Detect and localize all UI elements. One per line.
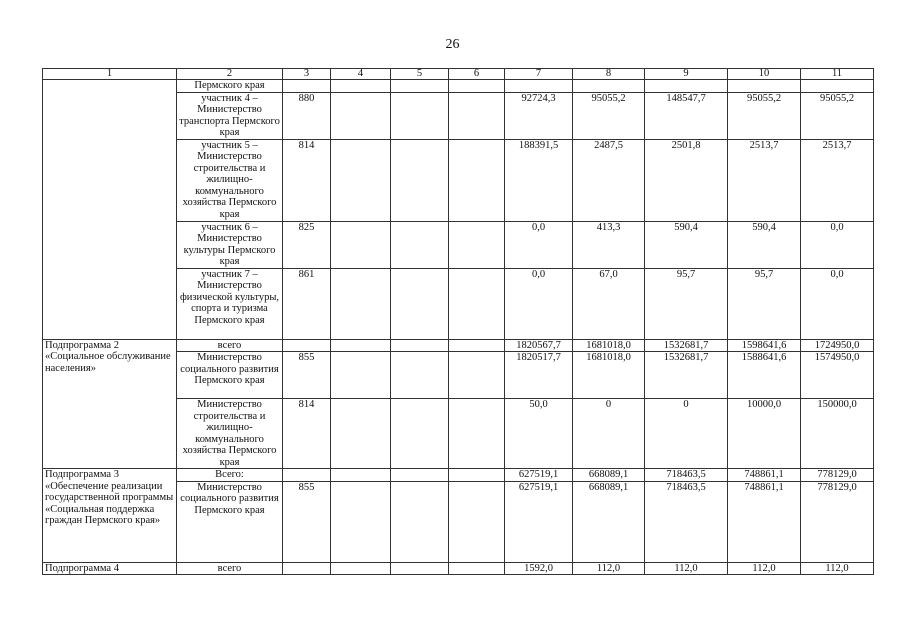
value-cell-col-6 [449, 80, 505, 93]
value-cell-col-11: 1724950,0 [801, 339, 874, 352]
value-cell-col-9: 590,4 [645, 221, 728, 268]
value-cell-col-6 [449, 268, 505, 339]
value-cell-col-10: 1598641,6 [728, 339, 801, 352]
value-cell-col-4 [331, 80, 391, 93]
code-cell: 861 [283, 268, 331, 339]
value-cell-col-8: 413,3 [573, 221, 645, 268]
subprogram-title: Подпрограмма 4 [43, 562, 177, 575]
subprogram-title: Подпрограмма 2 «Социальное обслуживание населения» [43, 339, 177, 469]
value-cell-col-8 [573, 80, 645, 93]
value-cell-col-5 [391, 268, 449, 339]
code-cell: 814 [283, 139, 331, 221]
value-cell-col-10: 748861,1 [728, 481, 801, 562]
value-cell-col-5 [391, 221, 449, 268]
column-header-8: 8 [573, 69, 645, 80]
value-cell-col-5 [391, 92, 449, 139]
value-cell-col-6 [449, 221, 505, 268]
value-cell-col-4 [331, 92, 391, 139]
value-cell-col-9: 718463,5 [645, 481, 728, 562]
value-cell-col-11: 778129,0 [801, 469, 874, 482]
value-cell-col-11: 0,0 [801, 221, 874, 268]
value-cell-col-7 [505, 80, 573, 93]
column-header-5: 5 [391, 69, 449, 80]
value-cell-col-9: 95,7 [645, 268, 728, 339]
participant-cell: Министерство социального развития Пермского края [177, 481, 283, 562]
value-cell-col-6 [449, 469, 505, 482]
value-cell-col-7: 1592,0 [505, 562, 573, 575]
value-cell-col-8: 2487,5 [573, 139, 645, 221]
code-cell: 855 [283, 481, 331, 562]
value-cell-col-4 [331, 268, 391, 339]
column-header-9: 9 [645, 69, 728, 80]
value-cell-col-7: 92724,3 [505, 92, 573, 139]
table-row [43, 469, 874, 482]
value-cell-col-7: 50,0 [505, 399, 573, 469]
value-cell-col-7: 0,0 [505, 268, 573, 339]
value-cell-col-11: 778129,0 [801, 481, 874, 562]
value-cell-col-11 [801, 80, 874, 93]
column-header-1: 1 [43, 69, 177, 80]
value-cell-col-7: 627519,1 [505, 481, 573, 562]
value-cell-col-11: 2513,7 [801, 139, 874, 221]
code-cell: 855 [283, 352, 331, 399]
participant-cell: всего [177, 562, 283, 575]
value-cell-col-4 [331, 562, 391, 575]
value-cell-col-9: 2501,8 [645, 139, 728, 221]
participant-cell: участник 4 – Министерство транспорта Пермского края [177, 92, 283, 139]
code-cell: 814 [283, 399, 331, 469]
value-cell-col-11: 95055,2 [801, 92, 874, 139]
value-cell-col-10: 748861,1 [728, 469, 801, 482]
value-cell-col-7: 0,0 [505, 221, 573, 268]
column-header-2: 2 [177, 69, 283, 80]
code-cell [283, 80, 331, 93]
table-row [43, 339, 874, 352]
code-cell [283, 339, 331, 352]
value-cell-col-8: 95055,2 [573, 92, 645, 139]
value-cell-col-6 [449, 399, 505, 469]
participant-cell: Министерство социального развития Пермского края [177, 352, 283, 399]
value-cell-col-5 [391, 80, 449, 93]
participant-cell: участник 5 – Министерство строительства и жилищно-коммунального хозяйства Пермского края [177, 139, 283, 221]
participant-cell: Всего: [177, 469, 283, 482]
value-cell-col-10: 95055,2 [728, 92, 801, 139]
value-cell-col-6 [449, 352, 505, 399]
value-cell-col-8: 668089,1 [573, 481, 645, 562]
value-cell-col-7: 1820517,7 [505, 352, 573, 399]
value-cell-col-4 [331, 221, 391, 268]
budget-table [42, 68, 874, 575]
value-cell-col-9: 1532681,7 [645, 352, 728, 399]
subprogram-title [43, 80, 177, 340]
value-cell-col-11: 112,0 [801, 562, 874, 575]
value-cell-col-4 [331, 399, 391, 469]
value-cell-col-6 [449, 339, 505, 352]
value-cell-col-7: 188391,5 [505, 139, 573, 221]
value-cell-col-9: 112,0 [645, 562, 728, 575]
value-cell-col-10: 10000,0 [728, 399, 801, 469]
value-cell-col-7: 1820567,7 [505, 339, 573, 352]
value-cell-col-4 [331, 481, 391, 562]
value-cell-col-6 [449, 562, 505, 575]
value-cell-col-11: 1574950,0 [801, 352, 874, 399]
value-cell-col-10: 590,4 [728, 221, 801, 268]
value-cell-col-11: 150000,0 [801, 399, 874, 469]
value-cell-col-5 [391, 481, 449, 562]
value-cell-col-9 [645, 80, 728, 93]
participant-cell: всего [177, 339, 283, 352]
value-cell-col-5 [391, 352, 449, 399]
value-cell-col-10: 1588641,6 [728, 352, 801, 399]
participant-cell: Пермского края [177, 80, 283, 93]
header-row [43, 69, 874, 80]
value-cell-col-10: 95,7 [728, 268, 801, 339]
value-cell-col-9: 1532681,7 [645, 339, 728, 352]
value-cell-col-5 [391, 139, 449, 221]
value-cell-col-6 [449, 139, 505, 221]
value-cell-col-10: 112,0 [728, 562, 801, 575]
value-cell-col-4 [331, 352, 391, 399]
table-row [43, 562, 874, 575]
value-cell-col-9: 0 [645, 399, 728, 469]
participant-cell: участник 6 – Министерство культуры Пермского края [177, 221, 283, 268]
value-cell-col-8: 0 [573, 399, 645, 469]
value-cell-col-6 [449, 481, 505, 562]
column-header-4: 4 [331, 69, 391, 80]
participant-cell: участник 7 – Министерство физической культуры, спорта и туризма Пермского края [177, 268, 283, 339]
value-cell-col-7: 627519,1 [505, 469, 573, 482]
value-cell-col-5 [391, 399, 449, 469]
value-cell-col-5 [391, 469, 449, 482]
column-header-11: 11 [801, 69, 874, 80]
code-cell: 880 [283, 92, 331, 139]
value-cell-col-11: 0,0 [801, 268, 874, 339]
code-cell [283, 469, 331, 482]
value-cell-col-10 [728, 80, 801, 93]
value-cell-col-5 [391, 339, 449, 352]
value-cell-col-6 [449, 92, 505, 139]
page-number: 26 [445, 37, 460, 52]
value-cell-col-8: 668089,1 [573, 469, 645, 482]
column-header-6: 6 [449, 69, 505, 80]
value-cell-col-4 [331, 469, 391, 482]
value-cell-col-10: 2513,7 [728, 139, 801, 221]
code-cell: 825 [283, 221, 331, 268]
table-row [43, 80, 874, 93]
value-cell-col-4 [331, 339, 391, 352]
value-cell-col-4 [331, 139, 391, 221]
code-cell [283, 562, 331, 575]
value-cell-col-8: 1681018,0 [573, 339, 645, 352]
subprogram-title: Подпрограмма 3 «Обеспечение реализации государственной программы «Социальная поддержка граждан Пермского края» [43, 469, 177, 563]
value-cell-col-5 [391, 562, 449, 575]
participant-cell: Министерство строительства и жилищно-коммунального хозяйства Пермского края [177, 399, 283, 469]
column-header-7: 7 [505, 69, 573, 80]
value-cell-col-9: 718463,5 [645, 469, 728, 482]
value-cell-col-8: 1681018,0 [573, 352, 645, 399]
column-header-10: 10 [728, 69, 801, 80]
column-header-3: 3 [283, 69, 331, 80]
value-cell-col-9: 148547,7 [645, 92, 728, 139]
value-cell-col-8: 112,0 [573, 562, 645, 575]
value-cell-col-8: 67,0 [573, 268, 645, 339]
